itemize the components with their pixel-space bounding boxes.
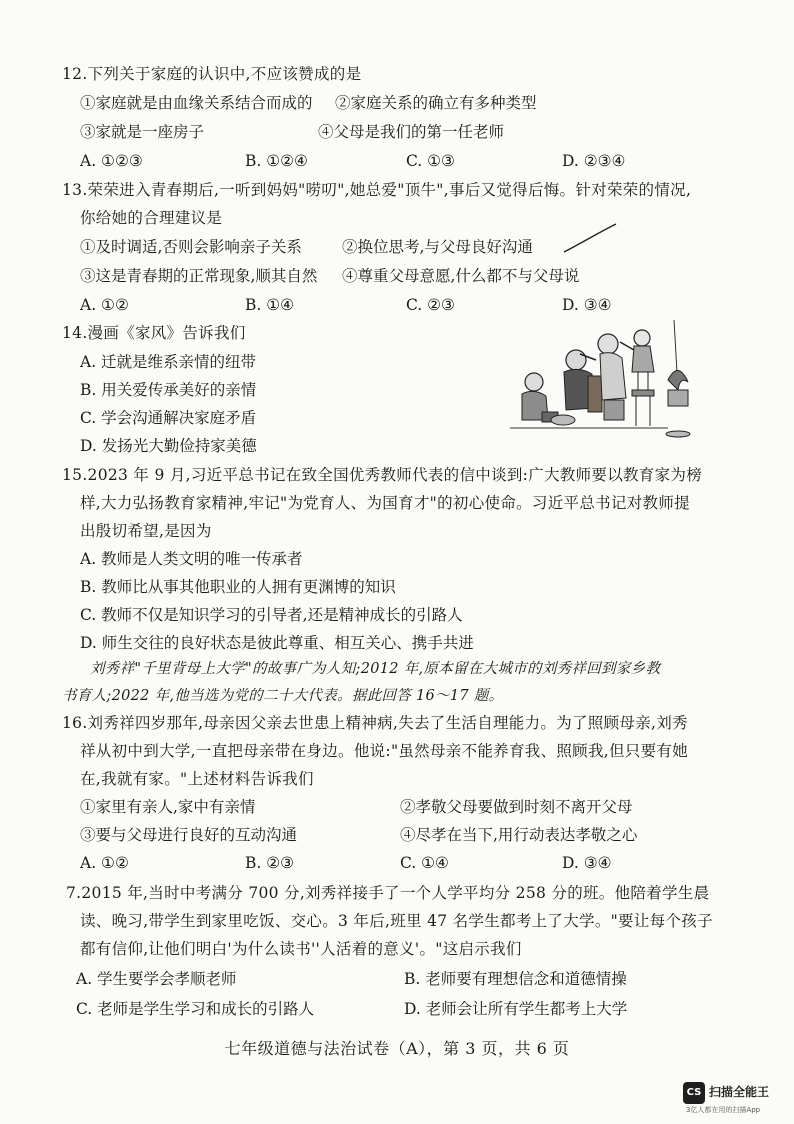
q12-option-b: B. ①②④ xyxy=(245,152,308,170)
q13-option-c: C. ②③ xyxy=(406,296,455,314)
camscanner-name: 扫描全能王 xyxy=(709,1085,770,1099)
q16-item-3: ③要与父母进行良好的互动沟通 xyxy=(80,826,298,844)
q16-item-1: ①家里有亲人,家中有亲情 xyxy=(80,798,256,816)
q13-stem-line-1: 13.荣荣进入青春期后,一听到妈妈"唠叨",她总爱"顶牛",事后又觉得后悔。针对荣荣的情况, xyxy=(62,181,692,199)
passage-line-1: 刘秀祥"千里背母上大学"的故事广为人知;2012 年,原本留在大城市的刘秀祥回到家乡教 xyxy=(90,661,661,677)
q15-option-a: A. 教师是人类文明的唯一传承者 xyxy=(80,550,303,568)
q13-item-3: ③这是青春期的正常现象,顺其自然 xyxy=(80,267,318,285)
q16-option-a: A. ①② xyxy=(80,854,129,872)
q16-stem-line-2: 祥从初中到大学,一直把母亲带在身边。他说:"虽然母亲不能养育我、照顾我,但只要有她 xyxy=(80,742,689,760)
q14-option-a: A. 迁就是维系亲情的纽带 xyxy=(80,353,257,371)
camscanner-tagline: 3亿人都在用的扫描App xyxy=(686,1106,761,1114)
q17-option-a: A. 学生要学会孝顺老师 xyxy=(76,970,237,988)
q16-option-d: D. ③④ xyxy=(562,854,612,872)
q16-stem-line-1: 16.刘秀祥四岁那年,母亲因父亲去世患上精神病,失去了生活自理能力。为了照顾母亲,刘秀 xyxy=(62,714,688,732)
q17-stem-line-1: 7.2015 年,当时中考满分 700 分,刘秀祥接手了一个人学平均分 258 分的班。他陪着学生晨 xyxy=(66,884,710,902)
q12-item-1: ①家庭就是由血缘关系结合而成的 xyxy=(80,94,313,112)
passage-line-2: 书育人;2022 年,他当选为党的二十大代表。据此回答 16～17 题。 xyxy=(62,688,504,704)
q15-option-c: C. 教师不仅是知识学习的引导者,还是精神成长的引路人 xyxy=(80,606,463,624)
q13-option-d: D. ③④ xyxy=(562,296,612,314)
q12-item-4: ④父母是我们的第一任老师 xyxy=(318,123,505,141)
q12-item-3: ③家就是一座房子 xyxy=(80,123,205,141)
page-footer: 七年级道德与法治试卷（A），第 3 页，共 6 页 xyxy=(224,1039,570,1058)
q17-option-c: C. 老师是学生学习和成长的引路人 xyxy=(76,1000,315,1018)
q14-option-d: D. 发扬光大勤俭持家美德 xyxy=(80,437,257,455)
q12-option-c: C. ①③ xyxy=(406,152,455,170)
q12-option-a: A. ①②③ xyxy=(80,152,143,170)
q15-stem-line-2: 样,大力弘扬教育家精神,牢记"为党育人、为国育才"的初心使命。习近平总书记对教师提 xyxy=(80,494,690,512)
q17-option-b: B. 老师要有理想信念和道德情操 xyxy=(404,970,627,988)
q16-option-c: C. ①④ xyxy=(400,854,449,872)
q15-option-d: D. 师生交往的良好状态是彼此尊重、相互关心、携手共进 xyxy=(80,634,474,652)
q12-stem: 12.下列关于家庭的认识中,不应该赞成的是 xyxy=(62,65,362,83)
q16-item-2: ②孝敬父母要做到时刻不离开父母 xyxy=(400,798,633,816)
q16-stem-line-3: 在,我就有家。"上述材料告诉我们 xyxy=(80,770,314,788)
q17-stem-line-2: 读、晚习,带学生到家里吃饭、交心。3 年后,班里 47 名学生都考上了大学。"要让每个孩子 xyxy=(80,912,713,930)
q15-stem-line-3: 出殷切希望,是因为 xyxy=(80,522,212,540)
q12-option-d: D. ②③④ xyxy=(562,152,626,170)
q13-item-4: ④尊重父母意愿,什么都不与父母说 xyxy=(342,267,580,285)
q14-option-c: C. 学会沟通解决家庭矛盾 xyxy=(80,409,257,427)
q15-option-b: B. 教师比从事其他职业的人拥有更渊博的知识 xyxy=(80,578,396,596)
camscanner-logo-icon: CS xyxy=(683,1082,705,1104)
family-style-cartoon-image xyxy=(508,320,696,440)
q13-item-2: ②换位思考,与父母良好沟通 xyxy=(342,238,533,256)
q16-option-b: B. ②③ xyxy=(245,854,295,872)
q15-stem-line-1: 15.2023 年 9 月,习近平总书记在致全国优秀教师代表的信中谈到:广大教师要以教育家为榜 xyxy=(62,466,702,484)
q14-stem: 14.漫画《家风》告诉我们 xyxy=(62,324,246,342)
q17-option-d: D. 老师会让所有学生都考上大学 xyxy=(404,1000,628,1018)
q17-stem-line-3: 都有信仰,让他们明白'为什么读书''人活着的意义'。"这启示我们 xyxy=(80,940,522,958)
q13-option-b: B. ①④ xyxy=(245,296,295,314)
pen-stroke-mark xyxy=(562,222,618,256)
q13-stem-line-2: 你给她的合理建议是 xyxy=(80,209,223,227)
q13-option-a: A. ①② xyxy=(80,296,129,314)
q12-item-2: ②家庭关系的确立有多种类型 xyxy=(335,94,537,112)
q16-item-4: ④尽孝在当下,用行动表达孝敬之心 xyxy=(400,826,638,844)
q13-item-1: ①及时调适,否则会影响亲子关系 xyxy=(80,238,302,256)
q14-option-b: B. 用关爱传承美好的亲情 xyxy=(80,381,257,399)
